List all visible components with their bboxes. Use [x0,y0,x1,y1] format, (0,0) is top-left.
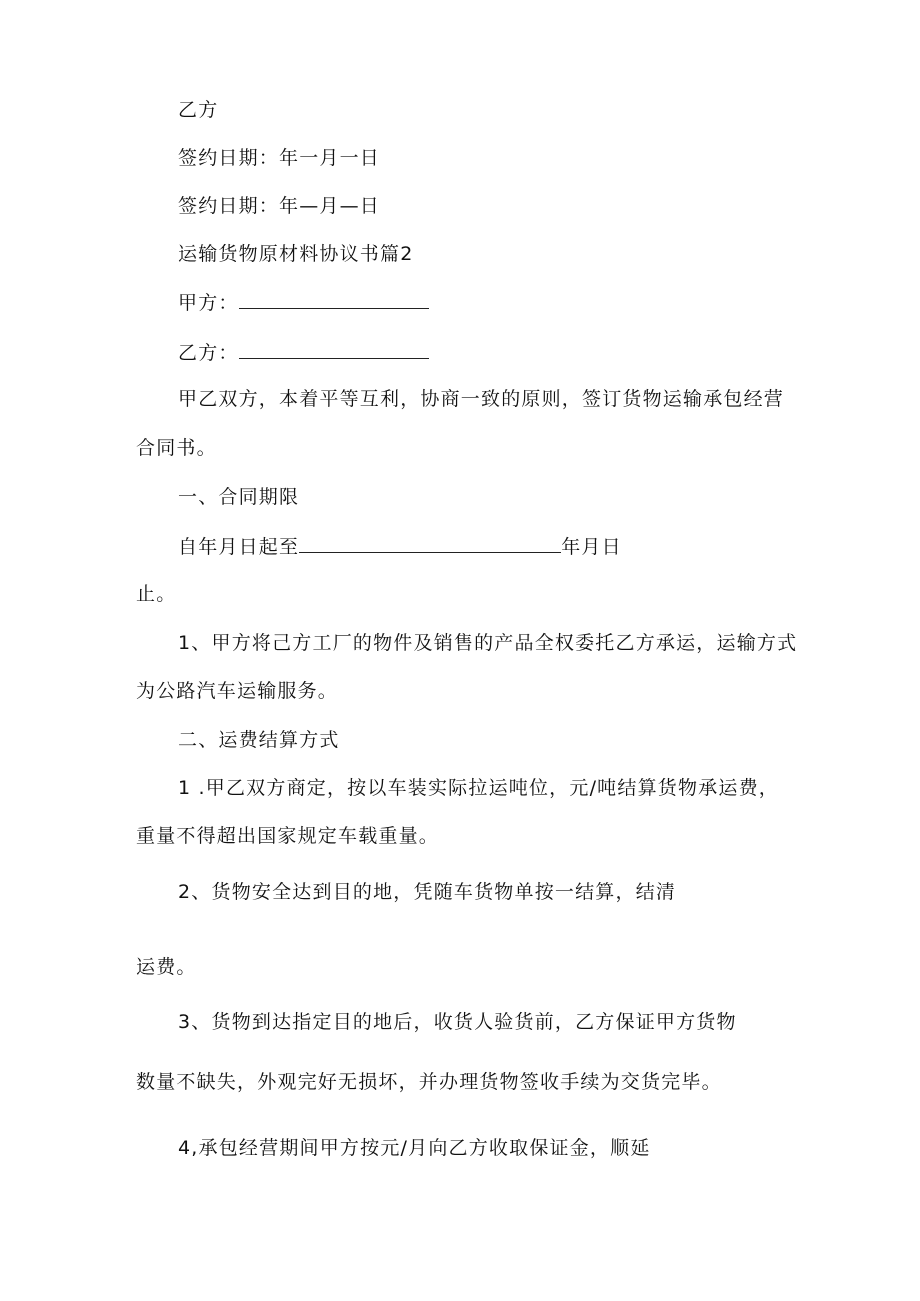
item-1-line-2: 为公路汽车运输服务。 [136,680,339,702]
sign-date-line-1: 签约日期：年一月一日 [178,147,381,169]
sign-date-line-2: 签约日期：年—月—日 [178,195,381,217]
term-end: 止。 [136,583,177,605]
fee-4-line-1: 4,承包经营期间甲方按元/月向乙方收取保证金，顺延 [178,1137,651,1159]
party-a-label: 甲方： [178,292,239,314]
party-a-blank [239,290,429,309]
fee-1-line-1: 1 .甲乙双方商定，按以车装实际拉运吨位，元/吨结算货物承运费， [178,777,779,799]
party-b-heading: 乙方 [178,99,219,121]
party-b-field [178,340,429,365]
party-a-field [178,290,429,315]
item-1-line-1: 1、甲方将己方工厂的物件及销售的产品全权委托乙方承运，运输方式 [178,632,798,654]
intro-paragraph-line-2: 合同书。 [136,437,217,459]
party-b-blank [239,340,429,359]
heading-freight-settlement: 二、运费结算方式 [178,729,340,751]
fee-1-line-2: 重量不得超出国家规定车载重量。 [136,825,440,847]
intro-paragraph-line-1: 甲乙双方，本着平等互利，协商一致的原则，签订货物运输承包经营 [178,388,785,410]
fee-2-line-1: 2、货物安全达到目的地，凭随车货物单按一结算，结清 [178,881,677,903]
fee-2-line-2: 运费。 [136,956,197,978]
party-b-label: 乙方： [178,342,239,364]
heading-contract-term: 一、合同期限 [178,486,300,508]
term-suffix: 年月日 [561,536,622,558]
section-title: 运输货物原材料协议书篇2 [178,243,414,265]
term-prefix: 自年月日起至 [178,536,300,558]
term-blank [299,534,561,553]
fee-3-line-1: 3、货物到达指定目的地后，收货人验货前，乙方保证甲方货物 [178,1011,737,1033]
fee-3-line-2: 数量不缺失，外观完好无损坏，并办理货物签收手续为交货完毕。 [136,1071,722,1093]
term-line [178,534,622,559]
